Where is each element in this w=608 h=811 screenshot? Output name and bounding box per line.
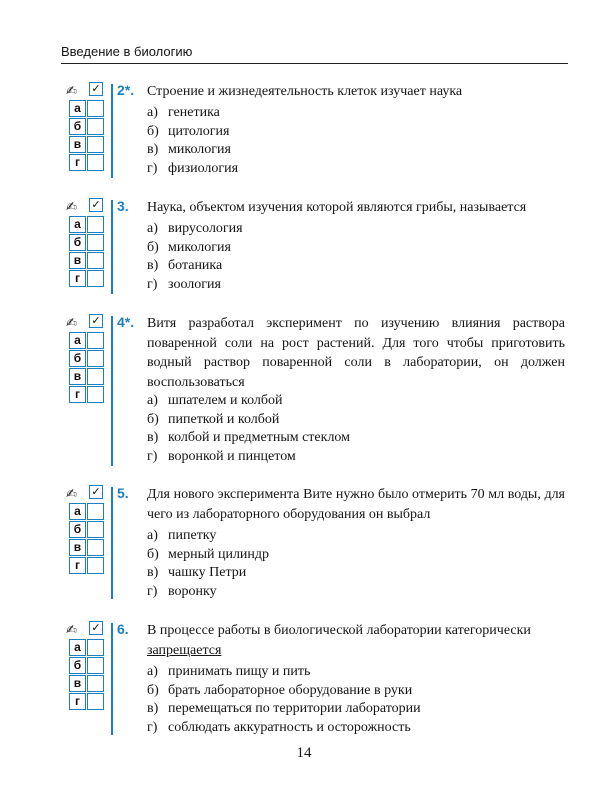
letter-g: г: [69, 154, 86, 171]
pen-icon: ✍: [66, 84, 77, 99]
answer-row-a: [69, 332, 109, 349]
letter-v: в: [69, 252, 86, 269]
letter-v: в: [69, 675, 86, 692]
divider-line: [111, 84, 113, 178]
letter-a: а: [69, 332, 86, 349]
letter-b: б: [69, 657, 86, 674]
answer-row-g: [69, 270, 109, 287]
question-text: Наука, объектом изучения которой являются грибы, называется: [147, 200, 527, 215]
answer-row-v: [69, 675, 109, 692]
answer-box-a[interactable]: [87, 216, 104, 233]
answer-box-a[interactable]: [87, 332, 104, 349]
option-b: б) микология: [147, 239, 231, 255]
question-text: Для нового эксперимента Вите нужно было отмерить 70 мл воды, для чего из лабораторного оборудования он выбрал: [147, 487, 565, 522]
option-a: а) принимать пищу и пить: [147, 664, 311, 679]
option-g: г) воронку: [147, 583, 217, 599]
answer-row-a: [69, 639, 109, 656]
option-a: а) вирусология: [147, 221, 243, 236]
answer-box-a[interactable]: [87, 503, 104, 520]
letter-b: б: [69, 234, 86, 251]
letter-g: г: [69, 693, 86, 710]
letter-a: а: [69, 100, 86, 117]
page-number: 14: [296, 745, 312, 761]
letter-a: а: [69, 639, 86, 656]
options-list: [147, 663, 421, 737]
question-text: В процессе работы в биологической лаборатории категорически запрещается: [147, 623, 531, 658]
answer-box-g[interactable]: [87, 693, 104, 710]
options-list: [147, 104, 238, 178]
answer-row-b: [69, 118, 109, 135]
option-a: а) шпателем и колбой: [147, 393, 283, 408]
option-b: б) мерный цилиндр: [147, 546, 270, 562]
option-g: г) соблюдать аккуратность и осторожность: [147, 719, 411, 735]
check-icon[interactable]: ✓: [89, 485, 103, 499]
answer-row-a: [69, 100, 109, 117]
letter-b: б: [69, 118, 86, 135]
answer-row-g: [69, 386, 109, 403]
question-number: 2*.: [117, 82, 135, 98]
answer-box-g[interactable]: [87, 557, 104, 574]
option-v: в) колбой и предметным стеклом: [147, 430, 351, 445]
answer-row-b: [69, 350, 109, 367]
check-icon[interactable]: ✓: [89, 198, 103, 212]
answer-box-v[interactable]: [87, 675, 104, 692]
options-list: [147, 527, 269, 601]
options-list: [147, 392, 350, 466]
answer-box-b[interactable]: [87, 521, 104, 538]
option-g: г) воронкой и пинцетом: [147, 448, 296, 464]
answer-box-g[interactable]: [87, 386, 104, 403]
answer-box-b[interactable]: [87, 118, 104, 135]
answer-box-v[interactable]: [87, 136, 104, 153]
letter-g: г: [69, 270, 86, 287]
check-icon[interactable]: ✓: [89, 82, 103, 96]
option-v: в) ботаника: [147, 258, 223, 273]
letter-v: в: [69, 368, 86, 385]
option-b: б) пипеткой и колбой: [147, 411, 280, 427]
question-number: 5.: [117, 485, 129, 501]
letter-a: а: [69, 503, 86, 520]
answer-box-v[interactable]: [87, 539, 104, 556]
answer-row-g: [69, 154, 109, 171]
answer-box-a[interactable]: [87, 639, 104, 656]
option-b: б) брать лабораторное оборудование в руки: [147, 682, 413, 698]
answer-row-v: [69, 136, 109, 153]
pen-icon: ✍: [66, 623, 77, 638]
pen-icon: ✍: [66, 316, 77, 331]
option-v: в) перемещаться по территории лаборатории: [147, 701, 421, 716]
answer-box-b[interactable]: [87, 657, 104, 674]
answer-box-v[interactable]: [87, 252, 104, 269]
page-header: Введение в биологию: [61, 44, 568, 64]
check-icon[interactable]: ✓: [89, 314, 103, 328]
answer-row-v: [69, 368, 109, 385]
option-v: в) микология: [147, 142, 231, 157]
answer-row-b: [69, 521, 109, 538]
letter-g: г: [69, 386, 86, 403]
divider-line: [111, 487, 113, 599]
option-a: а) пипетку: [147, 528, 217, 543]
options-list: [147, 220, 243, 294]
answer-row-v: [69, 539, 109, 556]
option-b: б) цитология: [147, 123, 230, 139]
answer-box-g[interactable]: [87, 270, 104, 287]
answer-row-a: [69, 503, 109, 520]
answer-row-a: [69, 216, 109, 233]
answer-box-g[interactable]: [87, 154, 104, 171]
question-text: Витя разработал эксперимент по изучению влияния раствора поваренной соли на рост растений. Для того чтобы приготовить водный раствор поваренной соли в лаборатории, он должен воспользоваться: [147, 316, 565, 390]
question-number: 4*.: [117, 314, 135, 330]
letter-v: в: [69, 539, 86, 556]
option-v: в) чашку Петри: [147, 565, 247, 580]
answer-box-b[interactable]: [87, 234, 104, 251]
answer-box-v[interactable]: [87, 368, 104, 385]
pen-icon: ✍: [66, 200, 77, 215]
letter-v: в: [69, 136, 86, 153]
letter-b: б: [69, 350, 86, 367]
letter-g: г: [69, 557, 86, 574]
divider-line: [111, 316, 113, 466]
divider-line: [111, 623, 113, 735]
question-number: 6.: [117, 621, 129, 637]
underlined-word: запрещается: [147, 642, 222, 658]
option-g: г) зоология: [147, 276, 221, 292]
answer-row-g: [69, 693, 109, 710]
question-text: Строение и жизнедеятельность клеток изучает наука: [147, 84, 463, 99]
divider-line: [111, 200, 113, 294]
letter-b: б: [69, 521, 86, 538]
pen-icon: ✍: [66, 487, 77, 502]
check-icon[interactable]: ✓: [89, 621, 103, 635]
answer-box-a[interactable]: [87, 100, 104, 117]
answer-row-g: [69, 557, 109, 574]
letter-a: а: [69, 216, 86, 233]
option-a: а) генетика: [147, 105, 220, 120]
answer-row-v: [69, 252, 109, 269]
question-number: 3.: [117, 198, 129, 214]
answer-box-b[interactable]: [87, 350, 104, 367]
option-g: г) физиология: [147, 160, 239, 176]
answer-row-b: [69, 234, 109, 251]
answer-row-b: [69, 657, 109, 674]
